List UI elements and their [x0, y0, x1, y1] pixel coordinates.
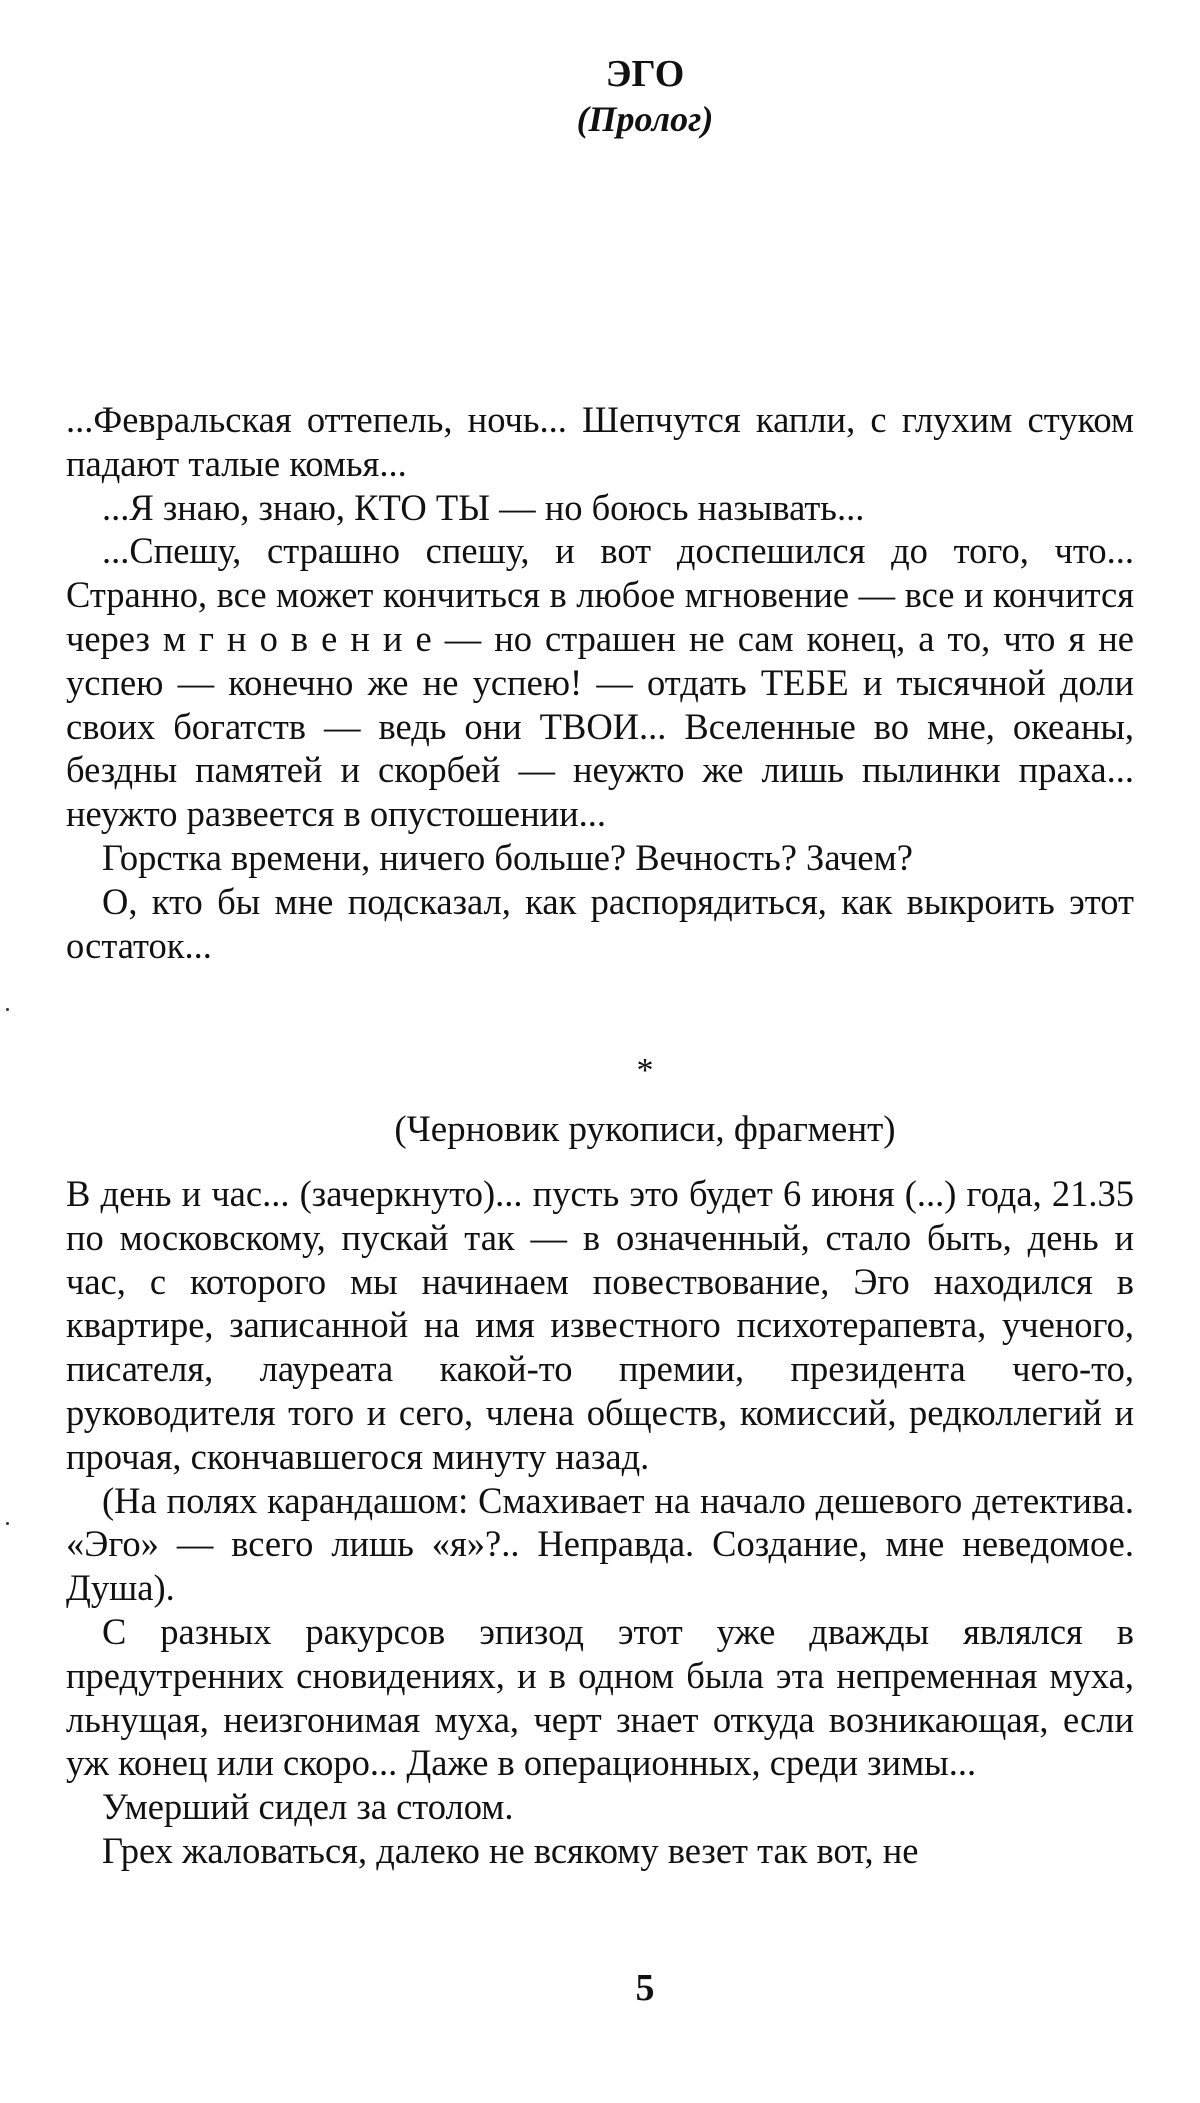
manuscript-paragraph: (На полях карандашом: Смахивает на начало дешевого детектива. «Эго» — всего лишь «я»?.. Неправда. Создание, мне неведомое. Душа).	[66, 1479, 1134, 1609]
chapter-subtitle: (Пролог)	[576, 99, 714, 139]
scan-speck	[6, 1008, 9, 1011]
prologue-paragraph: Горстка времени, ничего больше? Вечность? Зачем?	[102, 836, 913, 878]
manuscript-paragraph: В день и час... (зачеркнуто)... пусть это будет 6 июня (...) года, 21.35 по московскому, пускай так — в означенный, стало быть, день и час, с которого мы начинаем повествование, Эго находился в квартире, записанной на имя известного психотерапевта, ученого, писателя, лауреата какой-то премии, президента чего-то, руководителя того и сего, члена обществ, комиссий, редколлегий и прочая, скончавшегося минуту назад.	[66, 1173, 1134, 1477]
manuscript-paragraph: С разных ракурсов эпизод этот уже дважды являлся в предутренних сновидениях, и в одном была эта непременная муха, льнущая, неизгонимая муха, черт знает откуда возникающая, если уж конец или скоро... Даже в операционных, среди зимы...	[66, 1610, 1134, 1784]
scan-speck	[6, 1522, 9, 1525]
prologue-text	[66, 398, 1134, 967]
prologue-paragraph: ...Спешу, страшно спешу, и вот доспешился до того, что... Странно, все может кончиться в любое мгновение — все и кончится через м г н о в е н и е — но страшен не сам конец, а то, что я не успею — конечно же не успею! — отдать ТЕБЕ и тысячной доли своих богатств — ведь они ТВОИ... Вселенные во мне, океаны, бездны памятей и скорбей — неужто же лишь пылинки праха... неужто развеется в опустошении...	[66, 530, 1134, 835]
manuscript-paragraph: Умерший сидел за столом.	[102, 1786, 514, 1828]
prologue-paragraph: О, кто бы мне подсказал, как распорядиться, как выкроить этот остаток...	[66, 880, 1134, 966]
section-separator: *	[636, 1052, 654, 1089]
manuscript-text	[66, 1172, 1134, 1873]
page-number: 5	[635, 1967, 655, 2009]
chapter-title: ЭГО	[605, 53, 685, 95]
prologue-paragraph: ...Я знаю, знаю, КТО ТЫ — но боюсь называть...	[102, 486, 865, 528]
section-title: (Черновик рукописи, фрагмент)	[394, 1109, 896, 1150]
book-page	[66, 52, 1134, 142]
manuscript-paragraph: Грех жаловаться, далеко не всякому везет так вот, не	[102, 1829, 919, 1871]
prologue-paragraph: ...Февральская оттепель, ночь... Шепчутся капли, с глухим стуком падают талые комья...	[66, 399, 1134, 484]
